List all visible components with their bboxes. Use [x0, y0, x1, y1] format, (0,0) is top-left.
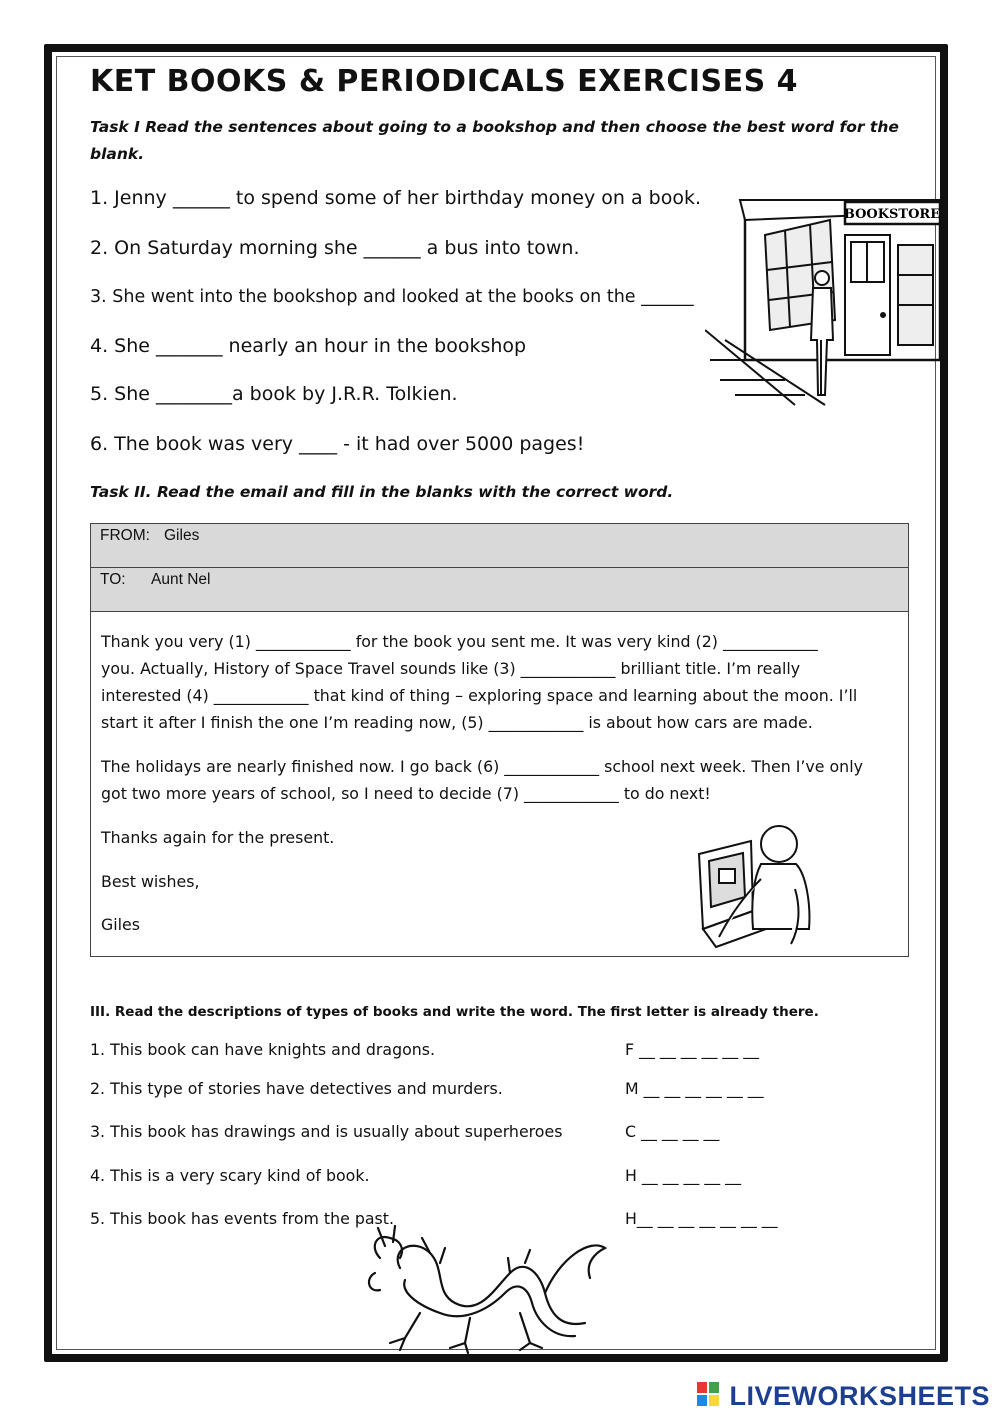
task3-instruction: III. Read the descriptions of types of books and write the word. The first letter is already there. — [90, 1004, 819, 1020]
email-line: Thank you very (1) ____________ for the book you sent me. It was very kind (2) ____________ — [101, 632, 818, 651]
task3-answer-1: F __ __ __ __ __ __ — [625, 1040, 759, 1059]
bookstore-illustration — [705, 190, 950, 410]
task3-question-4: 4. This is a very scary kind of book. — [90, 1166, 370, 1185]
email-from-value: Giles — [164, 527, 200, 544]
email-line: The holidays are nearly finished now. I go back (6) ____________ school next week. Then I’ve only — [101, 757, 863, 776]
email-from-row — [91, 524, 908, 568]
task3-answer-2: M __ __ __ __ __ __ — [625, 1079, 764, 1098]
task3-answer-3: C __ __ __ __ — [625, 1122, 720, 1141]
laptop-user-illustration — [691, 819, 816, 954]
task3-question-2: 2. This type of stories have detectives and murders. — [90, 1079, 503, 1098]
email-paragraph-1 — [101, 628, 901, 736]
dragon-illustration — [360, 1218, 610, 1356]
email-to-label: TO: — [100, 571, 126, 588]
liveworksheets-logo-text: LIVEWORKSHEETS — [729, 1381, 990, 1411]
email-to-value: Aunt Nel — [151, 571, 211, 588]
email-from-label: FROM: — [100, 527, 150, 544]
email-line: interested (4) ____________ that kind of thing – exploring space and learning about the moon. I’ll — [101, 686, 858, 705]
email-line: start it after I finish the one I’m reading now, (5) ____________ is about how cars are made. — [101, 713, 813, 732]
task1-sentence-5: 5. She ________a book by J.R.R. Tolkien. — [90, 383, 458, 405]
email-line: you. Actually, History of Space Travel sounds like (3) ____________ brilliant title. I’m really — [101, 659, 801, 678]
email-thanks: Thanks again for the present. — [101, 828, 335, 847]
email-signature: Giles — [101, 915, 140, 934]
liveworksheets-logo-icon — [697, 1382, 719, 1406]
task2-instruction: Task II. Read the email and fill in the blanks with the correct word. — [90, 483, 674, 501]
task1-sentence-2: 2. On Saturday morning she ______ a bus into town. — [90, 237, 580, 259]
email-box — [90, 523, 909, 957]
task1-sentence-1: 1. Jenny ______ to spend some of her birthday money on a book. — [90, 187, 701, 209]
task3-answer-4: H __ __ __ __ __ — [625, 1166, 741, 1185]
email-to-row — [91, 568, 908, 612]
task1-instruction-line1: Task I Read the sentences about going to a bookshop and then choose the best word for the — [90, 118, 899, 136]
task3-question-3: 3. This book has drawings and is usually about superheroes — [90, 1122, 563, 1141]
task1-instruction — [90, 114, 899, 168]
bookstore-sign: BOOKSTORE — [843, 207, 941, 222]
email-line: got two more years of school, so I need to decide (7) ____________ to do next! — [101, 784, 711, 803]
task1-instruction-line2: blank. — [90, 145, 145, 163]
task1-sentence-4: 4. She _______ nearly an hour in the bookshop — [90, 335, 527, 357]
task3-question-1: 1. This book can have knights and dragons. — [90, 1040, 436, 1059]
email-closing: Best wishes, — [101, 872, 200, 891]
task1-sentence-3: 3. She went into the bookshop and looked at the books on the ______ — [90, 287, 694, 307]
worksheet-title: KET BOOKS & PERIODICALS EXERCISES 4 — [90, 64, 799, 99]
task1-sentence-6: 6. The book was very ____ - it had over 5000 pages! — [90, 433, 585, 455]
task3-question-5: 5. This book has events from the past. — [90, 1209, 394, 1228]
email-paragraph-2 — [101, 753, 901, 807]
task3-answer-5: H__ __ __ __ __ __ __ — [625, 1209, 778, 1228]
